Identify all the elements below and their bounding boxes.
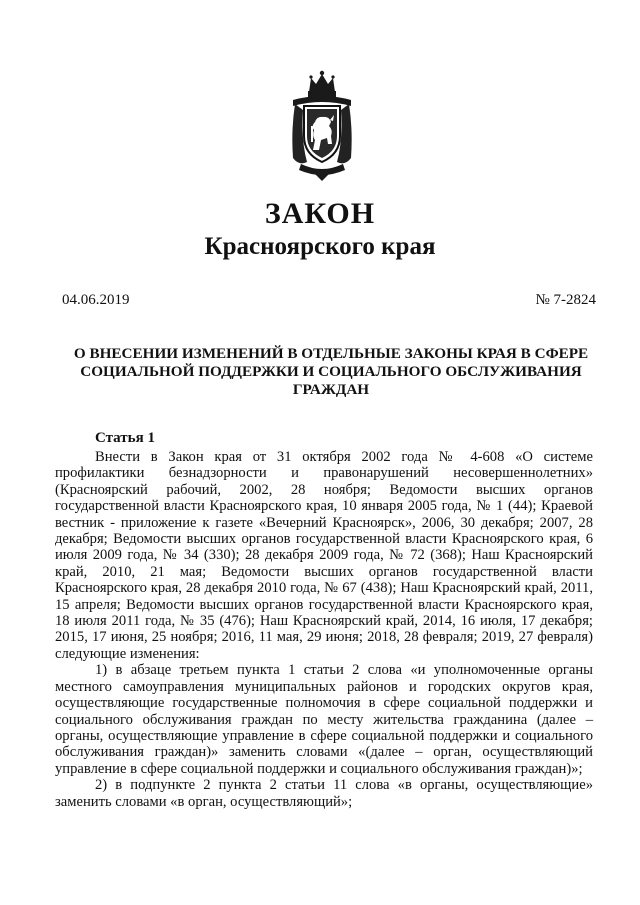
article-paragraph: 1) в абзаце третьем пункта 1 статьи 2 слова «и уполномоченные органы местного самоуправления муниципальных районов и городских округов края, осуществляющие государственные полномочия в сфере социальной поддержки и социального обслуживания граждан по месту жительства гражданина (далее – органы, осуществляющие управление в сфере социальной поддержки и социального обслуживания граждан)» заменить словами «(далее – орган, осуществляющий управление в сфере социальной поддержки и социального обслуживания граждан)»;	[55, 662, 593, 777]
coat-of-arms-icon	[287, 70, 357, 182]
article-body	[55, 449, 593, 810]
law-heading: О ВНЕСЕНИИ ИЗМЕНЕНИЙ В ОТДЕЛЬНЫЕ ЗАКОНЫ КРАЯ В СФЕРЕ СОЦИАЛЬНОЙ ПОДДЕРЖКИ И СОЦИАЛЬНОГО ОБСЛУЖИВАНИЯ ГРАЖДАН	[73, 345, 589, 398]
document-title: ЗАКОН	[264, 197, 376, 230]
shield-icon	[304, 106, 340, 162]
crown-icon	[308, 71, 336, 97]
document-subtitle: Красноярского края	[204, 233, 436, 260]
article-paragraph: 2) в подпункте 2 пункта 2 статьи 11 слова «в органы, осуществляющие» заменить словами «в орган, осуществляющий»;	[55, 777, 593, 810]
article-title: Статья 1	[95, 430, 155, 446]
document-number: № 7-2824	[535, 292, 596, 308]
article-paragraph: Внести в Закон края от 31 октября 2002 года № 4-608 «О системе профилактики безнадзорности и правонарушений несовершеннолетних» (Красноярский рабочий, 2002, 28 ноября; Ведомости высших органов государственной власти Красноярского края, 10 января 2005 года, № 1 (44); Краевой вестник - приложение к газете «Вечерний Красноярск», 2006, 30 декабря; 2007, 28 декабря; Ведомости высших органов государственной власти Красноярского края, 6 июля 2009 года, № 34 (330); 28 декабря 2009 года, № 72 (368); Наш Красноярский край, 2010, 21 мая; Ведомости высших органов государственной власти Красноярского края, 28 декабря 2010 года, № 67 (438); Наш Красноярский край, 2011, 15 апреля; Ведомости высших органов государственной власти Красноярского края, 18 июля 2011 года, № 35 (476); Наш Красноярский край, 2014, 16 июля, 17 декабря; 2015, 17 июня, 25 ноября; 2016, 11 мая, 29 июня; 2018, 28 февраля; 2019, 27 февраля) следующие изменения:	[55, 449, 593, 662]
document-date: 04.06.2019	[62, 292, 130, 308]
